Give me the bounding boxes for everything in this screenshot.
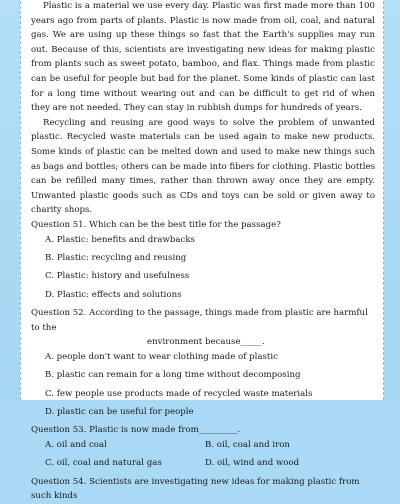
question-53-options-row-1 [31, 438, 375, 456]
question-54: Question 54. Scientists are investigating new ideas for making plastic from such kinds [31, 476, 360, 502]
question-52-line-2: environment because_____. [147, 337, 265, 348]
question-52-option-a[interactable]: A. people don't want to wear clothing made of plastic [45, 351, 278, 362]
question-53-option-b[interactable]: B. oil, coal and iron [205, 440, 290, 450]
question-51-option-b[interactable]: B. Plastic: recycling and reusing [45, 252, 187, 263]
worksheet [20, 0, 384, 502]
question-52-option-d[interactable]: D. plastic can be useful for people [45, 407, 194, 418]
question-52-line-1: Question 52. According to the passage, things made from plastic are harmful to the [31, 308, 368, 333]
question-52 [31, 306, 375, 350]
question-53: Question 53. Plastic is now made from_________. [31, 425, 241, 436]
question-51: Question 51. Which can be the best title for the passage? [31, 219, 281, 230]
question-51-option-c[interactable]: C. Plastic: history and usefulness [45, 271, 190, 282]
question-53-option-c[interactable]: C. oil, coal and natural gas [45, 458, 162, 469]
question-52-option-b[interactable]: B. plastic can remain for a long time without decomposing [45, 370, 301, 381]
question-53-options-row-2 [31, 456, 375, 474]
passage-paragraph-2: Recycling and reusing are good ways to solve the problem of unwanted plastic. Recycled waste materials can be used again to make new products. Some kinds of plastic can be melted down and used to make new things such as bags and bottles; others can be made into fibers for clothing. Plastic bottles can be refilled many times, rather than thrown away once they are empty. Unwanted plastic goods such as CDs and toys can be sold or given away to charity shops. [31, 117, 375, 216]
passage-paragraph-1: Plastic is a material we use every day. Plastic was first made more than 100 years ago from parts of plants. Plastic is now made from oil, coal, and natural gas. We are using up these things so fast that the Earth's supplies may run out. Because of this, scientists are investigating new ideas for making plastic from plants such as sweet potato, bamboo, and flax. Things made from plastic can be useful for people but bad for the planet. Some kinds of plastic can last for a long time without wearing out and can be difficult to get rid of when they are not needed. They can stay in rubbish dumps for hundreds of years. [31, 1, 375, 114]
question-52-option-c[interactable]: C. few people use products made of recycled waste materials [45, 388, 313, 399]
question-53-option-d[interactable]: D. oil, wind and wood [205, 458, 300, 469]
question-51-option-d[interactable]: D. Plastic: effects and solutions [45, 289, 182, 300]
question-53-option-a[interactable]: A. oil and coal [45, 440, 107, 450]
question-51-option-a[interactable]: A. Plastic: benefits and drawbacks [45, 234, 195, 245]
